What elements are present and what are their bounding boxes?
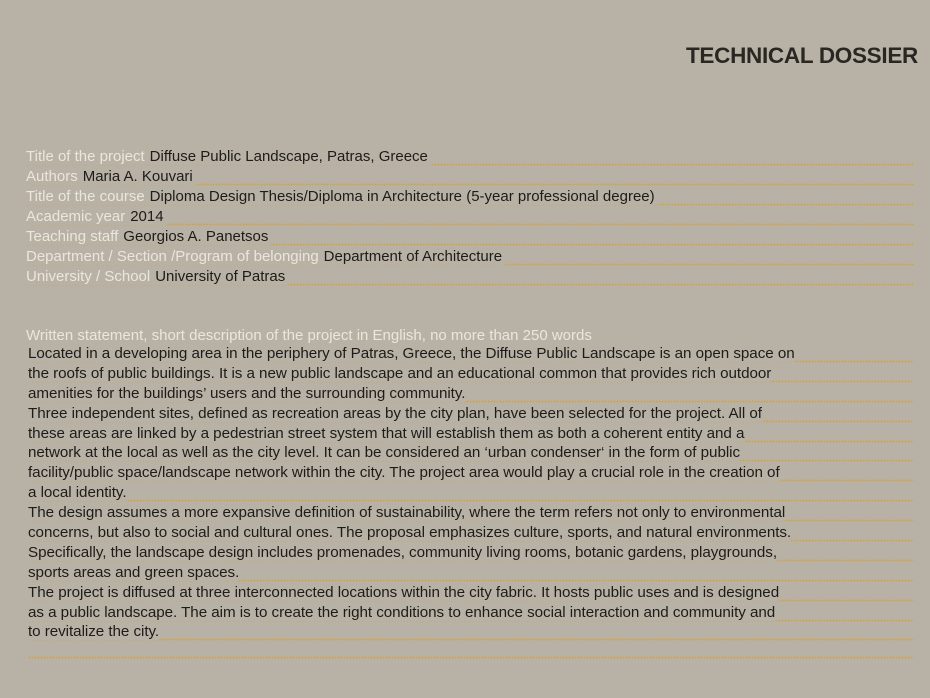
field-value: Diploma Design Thesis/Diploma in Architecture (5-year professional degree) bbox=[150, 188, 658, 205]
statement-line bbox=[28, 364, 914, 384]
statement-line-text: to revitalize the city. bbox=[28, 623, 160, 641]
statement-line bbox=[28, 463, 914, 483]
statement-line bbox=[28, 424, 914, 444]
statement-line bbox=[28, 483, 914, 503]
statement-line-text: concerns, but also to social and cultural ones. The proposal emphasizes culture, sports, and natural environments. bbox=[28, 524, 792, 542]
statement-line bbox=[28, 404, 914, 424]
statement-line-text: facility/public space/landscape network within the city. The project area would play a crucial role in the creation of bbox=[28, 464, 780, 482]
statement-line bbox=[28, 443, 914, 463]
field-academic-year bbox=[26, 207, 914, 227]
statement-line bbox=[28, 583, 914, 603]
statement-line bbox=[28, 543, 914, 563]
statement-line-text: Located in a developing area in the periphery of Patras, Greece, the Diffuse Public Landscape is an open space on bbox=[28, 345, 795, 362]
field-label: Title of the project bbox=[26, 148, 150, 165]
field-value: Department of Architecture bbox=[324, 248, 505, 265]
field-label: Teaching staff bbox=[26, 228, 123, 245]
field-teaching-staff bbox=[26, 227, 914, 247]
statement-line bbox=[28, 563, 914, 583]
statement-heading: Written statement, short description of the project in English, no more than 250 words bbox=[26, 327, 592, 344]
statement-line-text: the roofs of public buildings. It is a new public landscape and an educational common that provides rich outdoor bbox=[28, 364, 772, 382]
field-course-title bbox=[26, 187, 914, 207]
statement-line-text: these areas are linked by a pedestrian street system that will establish them as both a coherent entity and a bbox=[28, 424, 745, 442]
statement-line bbox=[28, 603, 914, 623]
field-value: University of Patras bbox=[155, 268, 288, 285]
statement-body bbox=[28, 344, 914, 642]
statement-line bbox=[28, 384, 914, 404]
dotted-divider bbox=[28, 656, 914, 659]
statement-line bbox=[28, 523, 914, 543]
field-label: Authors bbox=[26, 168, 83, 185]
statement-line bbox=[28, 622, 914, 642]
statement-line-text: The design assumes a more expansive definition of sustainability, where the term refers not only to environmental bbox=[28, 504, 786, 522]
statement-line-text: network at the local as well as the city level. It can be considered an ‘urban condenser‘ in the form of public bbox=[28, 444, 741, 462]
field-authors bbox=[26, 167, 914, 187]
statement-line-text: Specifically, the landscape design includes promenades, community living rooms, botanic gardens, playgrounds, bbox=[28, 543, 777, 561]
statement-line bbox=[28, 344, 914, 364]
field-value: Maria A. Kouvari bbox=[83, 168, 196, 185]
page-title: TECHNICAL DOSSIER bbox=[685, 43, 918, 68]
field-value: 2014 bbox=[130, 208, 166, 225]
statement-line bbox=[28, 503, 914, 523]
field-project-title bbox=[26, 147, 914, 167]
statement-line-text: as a public landscape. The aim is to create the right conditions to enhance social interaction and community and bbox=[28, 603, 776, 621]
statement-line-text: sports areas and green spaces. bbox=[28, 563, 240, 581]
field-university bbox=[26, 267, 914, 287]
field-value: Georgios A. Panetsos bbox=[123, 228, 271, 245]
field-label: Academic year bbox=[26, 208, 130, 225]
statement-line-text: The project is diffused at three interconnected locations within the city fabric. It hosts public uses and is designed bbox=[28, 583, 780, 601]
statement-line-text: Three independent sites, defined as recreation areas by the city plan, have been selected for the project. All of bbox=[28, 404, 762, 422]
field-label: Title of the course bbox=[26, 188, 150, 205]
field-label: Department / Section /Program of belonging bbox=[26, 248, 324, 265]
field-value: Diffuse Public Landscape, Patras, Greece bbox=[150, 148, 431, 165]
field-department bbox=[26, 247, 914, 267]
statement-line-text: a local identity. bbox=[28, 484, 127, 502]
field-label: University / School bbox=[26, 268, 155, 285]
statement-line-text: amenities for the buildings’ users and the surrounding community. bbox=[28, 384, 466, 402]
